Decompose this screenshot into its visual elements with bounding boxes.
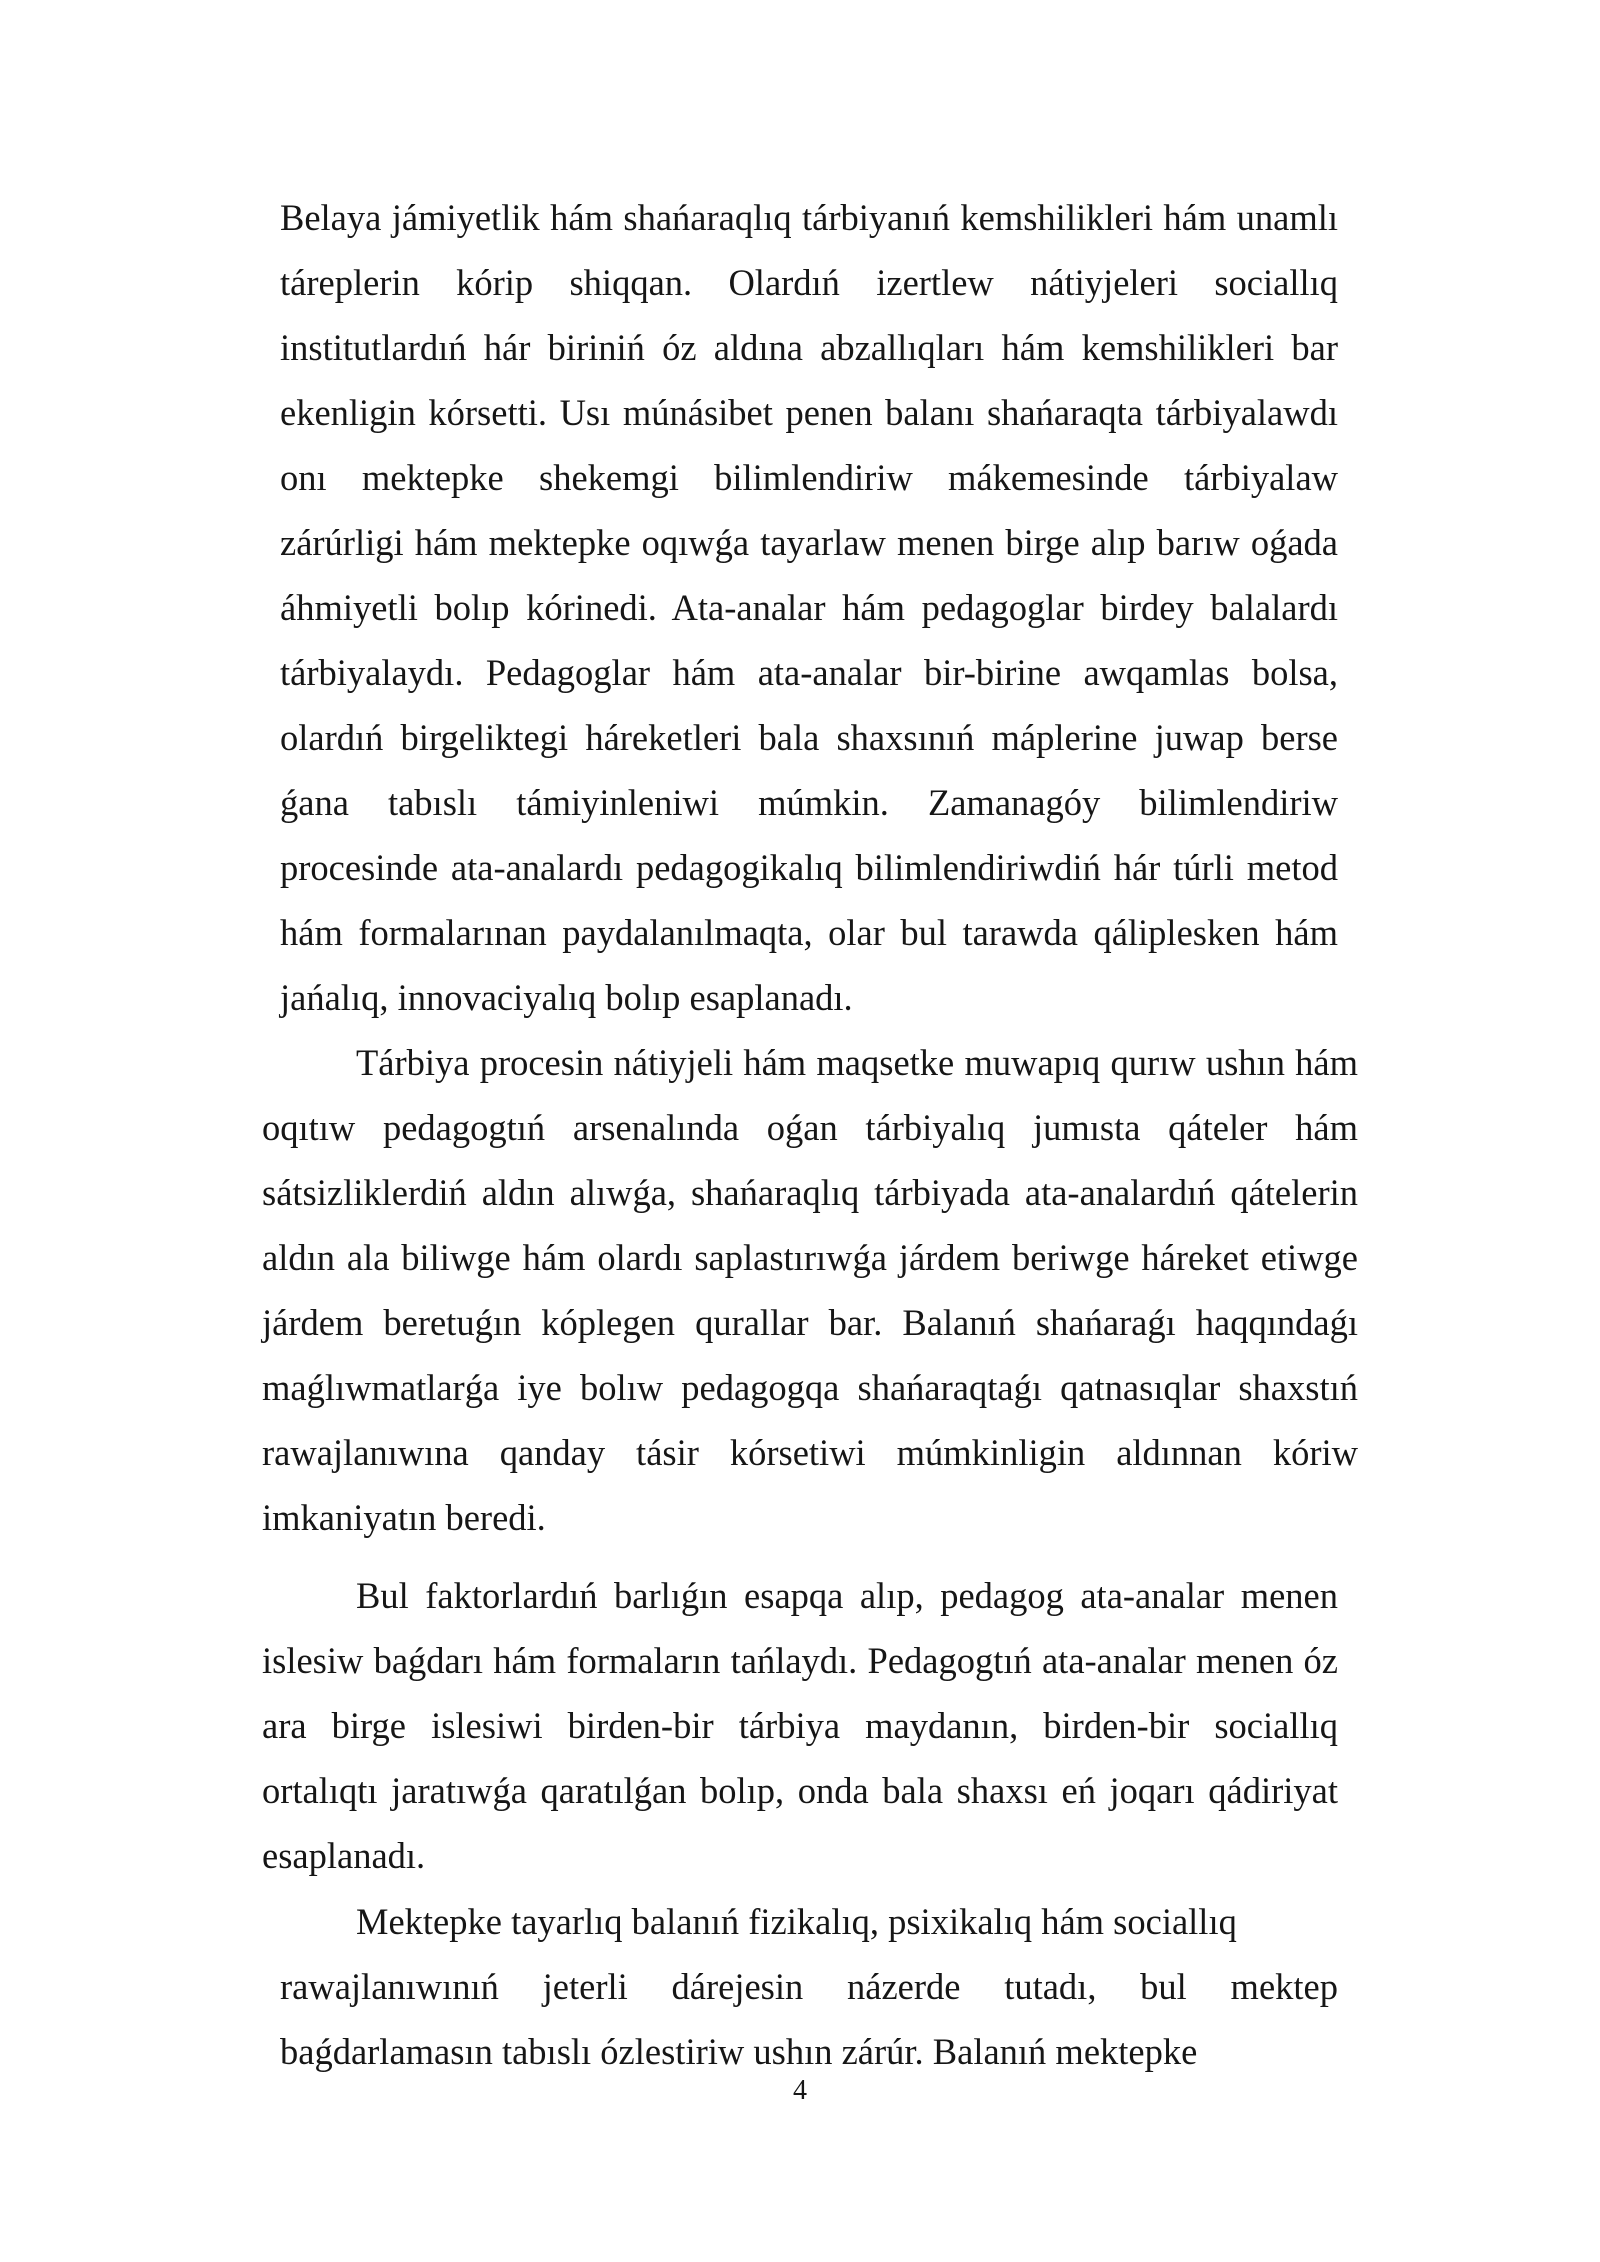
paragraph-4-first-line: Mektepke tayarlıq balanıń fizikalıq, psixikalıq hám sociallıq [356, 1901, 1237, 1942]
paragraph-4 [280, 1889, 1338, 2084]
paragraph-4-continuation: rawajlanıwınıń jeterli dárejesin názerde tutadı, bul mektep baǵdarlamasın tabıslı ózlestiriw ushın zárúr. Balanıń mektepke [280, 1966, 1338, 2072]
paragraph-1: Belaya jámiyetlik hám shańaraqlıq tárbiyanıń kemshilikleri hám unamlı táreplerin kórip shiqqan. Olardıń izertlew nátiyjeleri sociallıq institutlardıń hár biriniń óz aldına abzallıqları hám kemshilikleri bar ekenligin kórsetti. Usı múnásibet penen balanı shańaraqta tárbiyalawdı onı mektepke shekemgi bilimlendiriw mákemesinde tárbiyalaw zárúrligi hám mektepke oqıwǵa tayarlaw menen birge alıp barıw oǵada áhmiyetli bolıp kórinedi. Ata-analar hám pedagoglar birdey balalardı tárbiyalaydı. Pedagoglar hám ata-analar bir-birine awqamlas bolsa, olardıń birgeliktegi háreketleri bala shaxsınıń máplerine juwap berse ǵana tabıslı támiyinleniwi múmkin. Zamanagóy bilimlendiriw procesinde ata-analardı pedagogikalıq bilimlendiriwdiń hár túrli metod hám formalarınan paydalanılmaqta, olar bul tarawda qáliplesken hám jańalıq, innovaciyalıq bolıp esaplanadı. [280, 197, 1338, 1018]
paragraph-2: Tárbiya procesin nátiyjeli hám maqsetke muwapıq qurıw ushın hám oqıtıw pedagogtıń arsenalında oǵan tárbiyalıq jumısta qáteler hám sátsizliklerdiń aldın alıwǵa, shańaraqlıq tárbiyada ata-analardıń qátelerin aldın ala biliwge hám olardı saplastırıwǵa járdem beriwge háreket etiwge járdem beretuǵın kóplegen qurallar bar. Balanıń shańaraǵı haqqındaǵı maǵlıwmatlarǵa iye bolıw pedagogqa shańaraqtaǵı qatnasıqlar shaxstıń rawajlanıwına qanday tásir kórsetiwi múmkinligin aldınnan kóriw imkaniyatın beredi. [262, 1042, 1358, 1538]
paragraph-3: Bul faktorlardıń barlıǵın esapqa alıp, pedagog ata-analar menen islesiw baǵdarı hám formaların tańlaydı. Pedagogtıń ata-analar menen óz ara birge islesiwi birden-bir tárbiya maydanın, birden-bir sociallıq ortalıqtı jaratıwǵa qaratılǵan bolıp, onda bala shaxsı eń joqarı qádiriyat esaplanadı. [262, 1575, 1338, 1876]
page-number: 4 [793, 2075, 807, 2106]
